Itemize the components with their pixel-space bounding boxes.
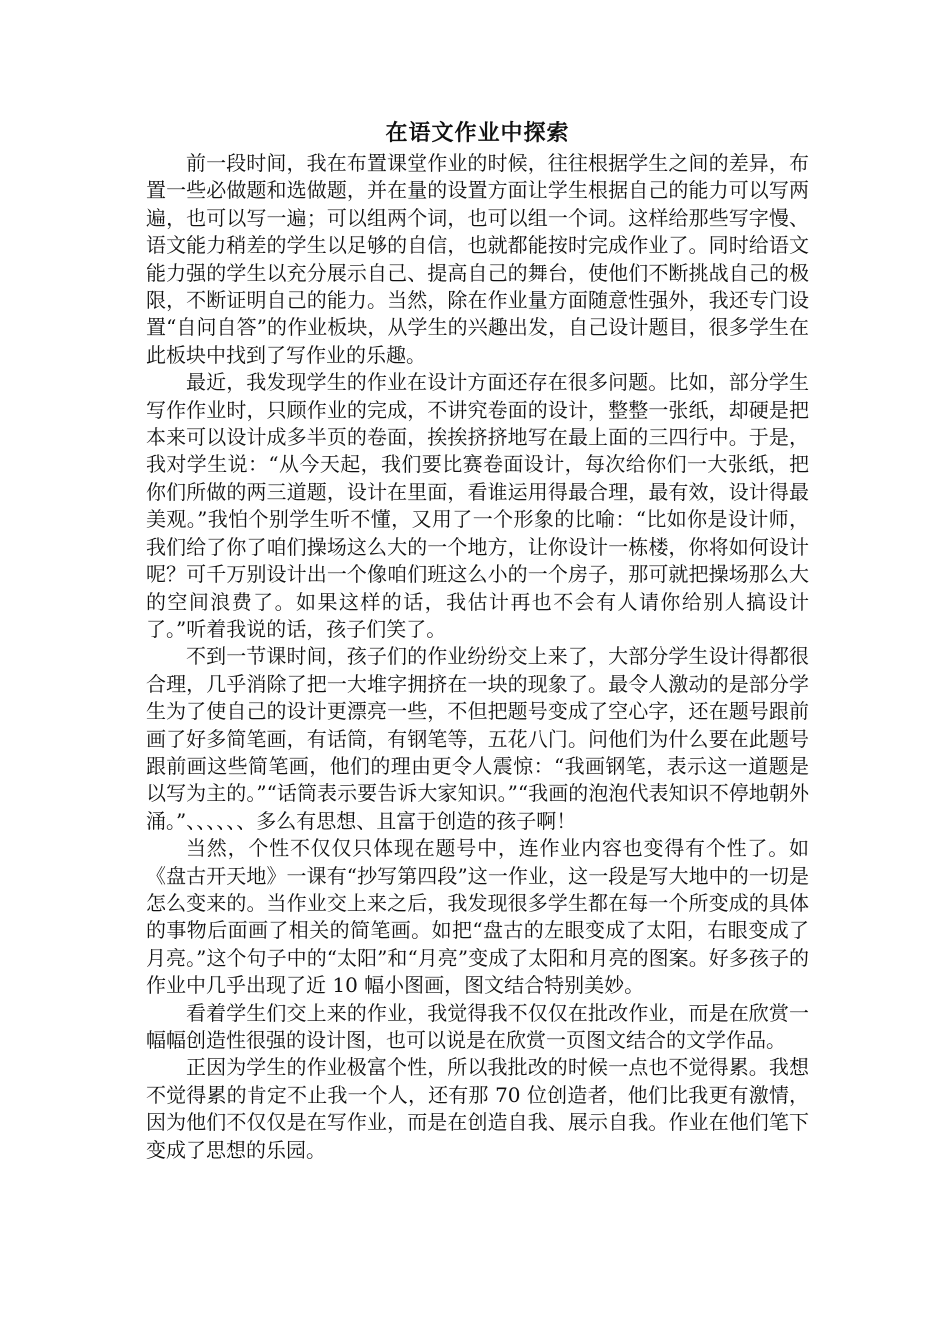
document-title: 在语文作业中探索 (385, 121, 570, 146)
paragraph-1: 前一段时间，我在布置课堂作业的时候，往往根据学生之间的差异，布置一些必做题和选做题，并在量的设置方面让学生根据自己的能力可以写两遍，也可以写一遍；可以组两个词，也可以组一个词。这样给那些写字慢、语文能力稍差的学生以足够的自信，也就都能按时完成作业了。同时给语文能力强的学生以充分展示自己、提高自己的舞台，使他们不断挑战自己的极限，不断证明自己的能力。当然，除在作业量方面随意性强外，我还专门设置“自问自答”的作业板块，从学生的兴趣出发，自己设计题目，很多学生在此板块中找到了写作业的乐趣。 (146, 151, 809, 367)
paragraph-2: 最近，我发现学生的作业在设计方面还存在很多问题。比如，部分学生写作作业时，只顾作业的完成，不讲究卷面的设计，整整一张纸，却硬是把本来可以设计成多半页的卷面，挨挨挤挤地写在最上面的三四行中。于是，我对学生说：“从今天起，我们要比赛卷面设计，每次给你们一大张纸，把你们所做的两三道题，设计在里面，看谁运用得最合理，最有效，设计得最美观。”我怕个别学生听不懂，又用了一个形象的比喻：“比如你是设计师，我们给了你了咱们操场这么大的一个地方，让你设计一栋楼，你将如何设计呢？可千万别设计出一个像咱们班这么小的一个房子，那可就把操场那么大的空间浪费了。如果这样的话，我估计再也不会有人请你给别人搞设计了。”听着我说的话，孩子们笑了。 (146, 370, 809, 641)
paragraph-6: 正因为学生的作业极富个性，所以我批改的时候一点也不觉得累。我想不觉得累的肯定不止我一个人，还有那 70 位创造者，他们比我更有激情，因为他们不仅仅是在写作业，而是在创造自我、展示自我。作业在他们笔下变成了思想的乐园。 (146, 1055, 809, 1162)
paragraph-4: 当然，个性不仅仅只体现在题号中，连作业内容也变得有个性了。如《盘古开天地》一课有“抄写第四段”这一作业，这一段是写大地中的一切是怎么变来的。当作业交上来之后，我发现很多学生都在每一个所变成的具体的事物后面画了相关的简笔画。如把“盘古的左眼变成了太阳，右眼变成了月亮。”这个句子中的“太阳”和“月亮”变成了太阳和月亮的图案。好多孩子的作业中几乎出现了近 10 幅小图画，图文结合特别美妙。 (146, 836, 809, 998)
paragraph-5: 看着学生们交上来的作业，我觉得我不仅仅在批改作业，而是在欣赏一幅幅创造性很强的设计图，也可以说是在欣赏一页图文结合的文学作品。 (146, 1000, 809, 1052)
paragraph-3: 不到一节课时间，孩子们的作业纷纷交上来了，大部分学生设计得都很合理，几乎消除了把一大堆字拥挤在一块的现象了。最令人激动的是部分学生为了使自己的设计更漂亮一些，不但把题号变成了空心字，还在题号跟前画了好多简笔画，有话筒，有钢笔等，五花八门。问他们为什么要在此题号跟前画这些简笔画，他们的理由更令人震惊：“我画钢笔，表示这一道题是以写为主的。”“话筒表示要告诉大家知识。”“我画的泡泡代表知识不停地朝外涌。”、、、、、、多么有思想、且富于创造的孩子啊！ (146, 644, 809, 833)
document-page (146, 120, 809, 1164)
